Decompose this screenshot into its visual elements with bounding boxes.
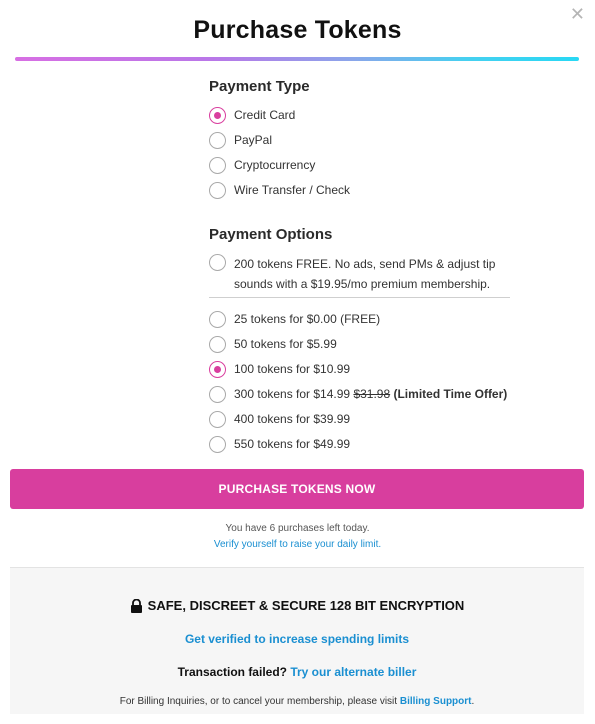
transaction-failed-text: Transaction failed?	[177, 665, 287, 679]
option-label: Credit Card	[234, 108, 296, 122]
limited-offer-badge: (Limited Time Offer)	[393, 387, 508, 401]
payment-option-400-tokens[interactable]	[209, 409, 350, 429]
old-price: $31.98	[353, 387, 391, 401]
options-divider	[209, 297, 510, 298]
payment-option-premium-membership[interactable]	[209, 254, 509, 294]
billing-support-link[interactable]: Billing Support	[399, 696, 472, 707]
option-label: 25 tokens for $0.00 (FREE)	[234, 312, 381, 326]
payment-options-heading: Payment Options	[209, 226, 333, 243]
radio-button[interactable]	[209, 254, 226, 271]
verify-limit-link[interactable]: Verify yourself to raise your daily limit.	[213, 539, 382, 550]
radio-button[interactable]	[209, 157, 226, 174]
secure-text: SAFE, DISCREET & SECURE 128 BIT ENCRYPTION	[147, 598, 465, 613]
radio-button[interactable]	[209, 311, 226, 328]
option-label: 400 tokens for $39.99	[234, 412, 351, 426]
radio-button-selected[interactable]	[209, 361, 226, 378]
radio-button[interactable]	[209, 386, 226, 403]
payment-type-heading: Payment Type	[209, 78, 310, 95]
get-verified-link[interactable]: Get verified to increase spending limits	[184, 632, 410, 646]
radio-button[interactable]	[209, 336, 226, 353]
payment-type-wire-transfer[interactable]	[209, 180, 350, 200]
radio-button[interactable]	[209, 436, 226, 453]
transaction-failed-row	[10, 665, 584, 679]
payment-option-550-tokens[interactable]	[209, 434, 350, 454]
payment-option-100-tokens[interactable]	[209, 359, 350, 379]
payment-option-25-tokens[interactable]	[209, 309, 380, 329]
page-title: Purchase Tokens	[193, 16, 402, 44]
option-label: 50 tokens for $5.99	[234, 337, 337, 351]
option-label: 200 tokens FREE. No ads, send PMs & adjust tip sounds with a $19.95/mo premium membership.	[234, 257, 496, 291]
title-gradient-divider	[15, 57, 579, 61]
secure-encryption-notice	[10, 598, 584, 613]
purchases-remaining-text: You have 6 purchases left today.	[225, 523, 370, 534]
payment-type-paypal[interactable]	[209, 130, 272, 150]
alternate-biller-link[interactable]: Try our alternate biller	[290, 665, 417, 679]
purchase-tokens-button[interactable]: PURCHASE TOKENS NOW	[10, 469, 584, 509]
radio-button[interactable]	[209, 411, 226, 428]
billing-suffix: .	[471, 696, 475, 707]
option-label: Cryptocurrency	[234, 158, 316, 172]
footer-panel	[10, 568, 584, 714]
radio-button[interactable]	[209, 132, 226, 149]
radio-button[interactable]	[209, 182, 226, 199]
radio-button-selected[interactable]	[209, 107, 226, 124]
payment-option-300-tokens[interactable]	[209, 384, 507, 404]
option-label: PayPal	[234, 133, 273, 147]
payment-option-50-tokens[interactable]	[209, 334, 337, 354]
payment-type-cryptocurrency[interactable]	[209, 155, 315, 175]
billing-text: For Billing Inquiries, or to cancel your membership, please visit	[119, 696, 398, 707]
option-label: 550 tokens for $49.99	[234, 437, 351, 451]
option-label: 100 tokens for $10.99	[234, 362, 351, 376]
billing-inquiries-row	[10, 696, 584, 707]
option-label: Wire Transfer / Check	[234, 183, 351, 197]
lock-icon	[130, 599, 143, 613]
option-label: 300 tokens for $14.99	[234, 387, 351, 401]
close-icon[interactable]: ✕	[569, 4, 585, 25]
payment-type-credit-card[interactable]	[209, 105, 295, 125]
